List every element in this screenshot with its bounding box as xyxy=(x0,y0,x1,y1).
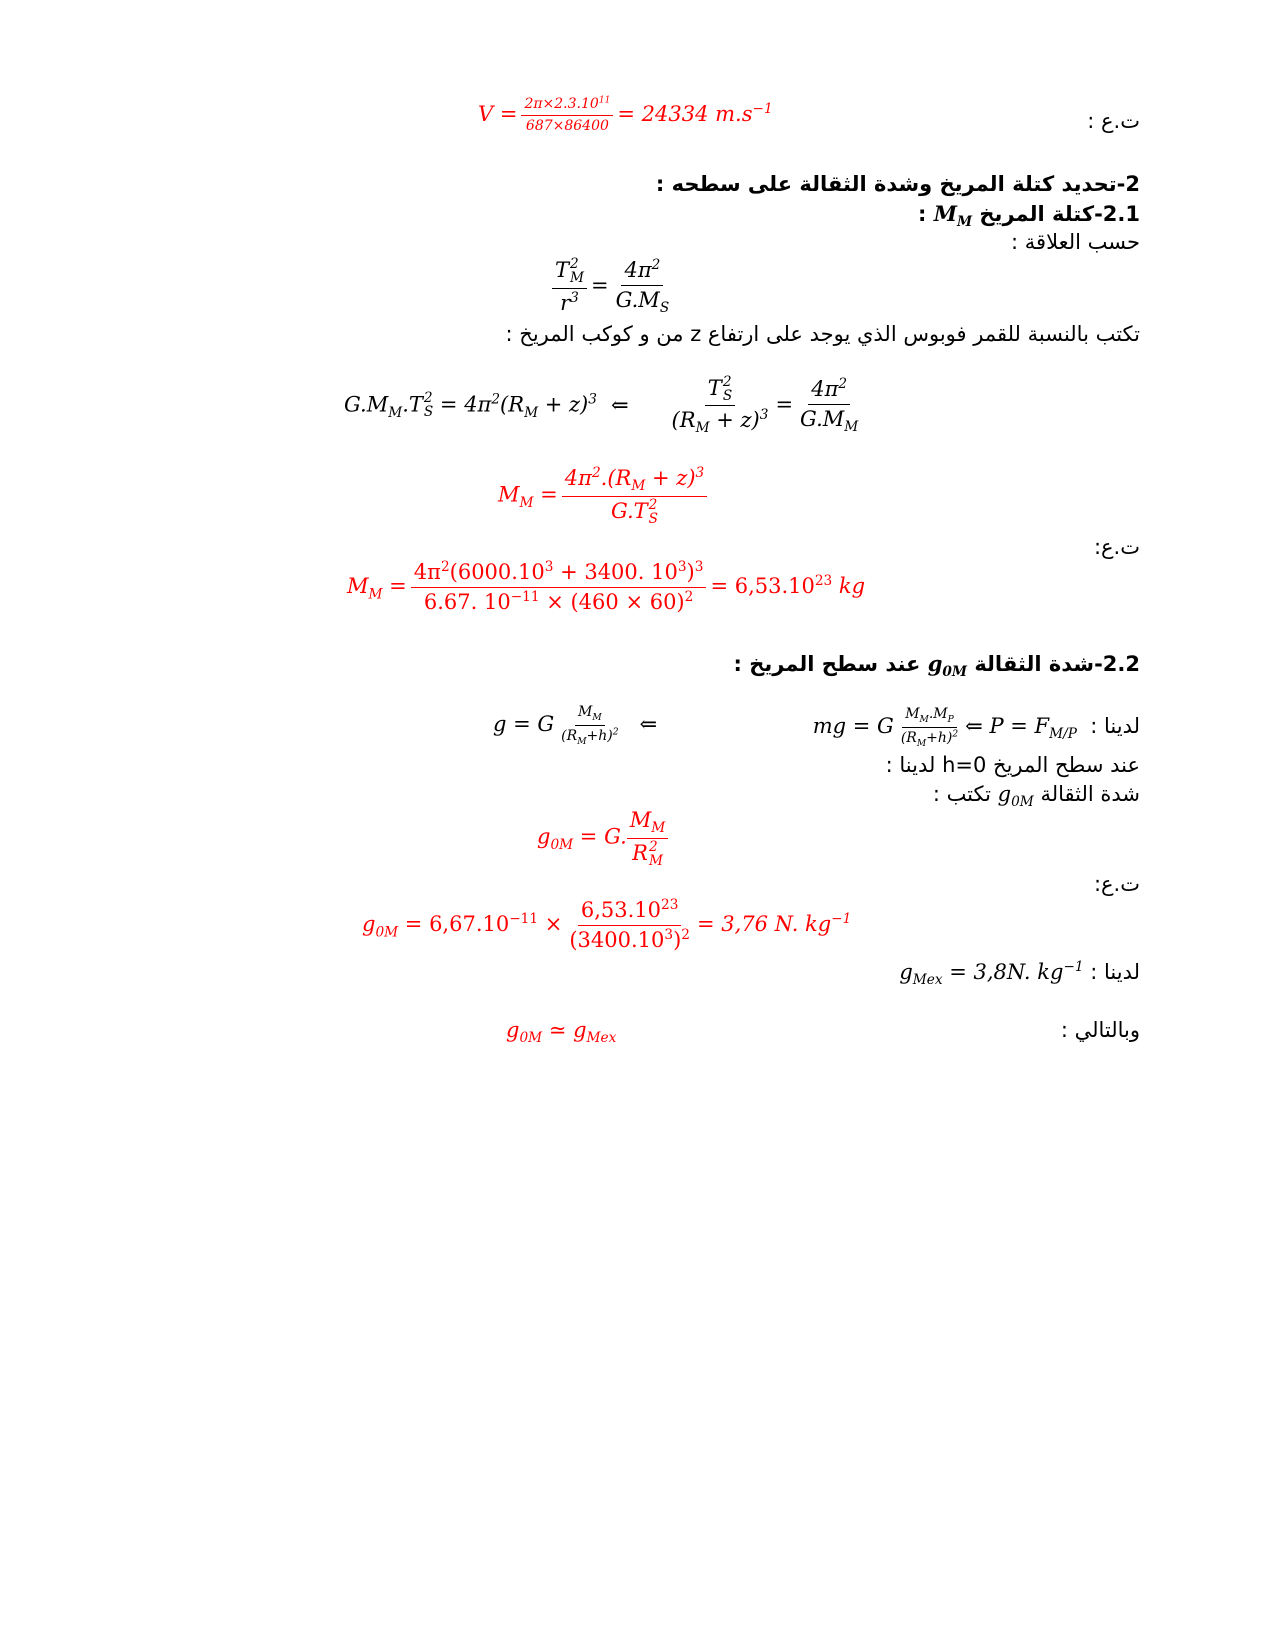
math-token: M xyxy=(629,808,652,832)
math-group xyxy=(627,808,668,839)
section-2-heading: 2-تحديد كتلة المريخ وشدة الثقالة على سطحه : xyxy=(655,172,1140,196)
math-group xyxy=(566,926,693,953)
math-group xyxy=(723,376,732,403)
math-token: g xyxy=(506,1018,520,1042)
math-token: .M xyxy=(928,706,948,722)
exponent: 11 xyxy=(598,95,611,106)
eq-lhs: V = xyxy=(478,101,518,126)
math-token: + z) xyxy=(544,392,589,417)
fraction xyxy=(797,377,861,435)
exponent: −11 xyxy=(509,911,539,928)
math-token: (R xyxy=(671,408,696,433)
heading-var xyxy=(933,201,973,231)
math-token: .T xyxy=(402,392,423,417)
math-token: mg = G xyxy=(812,713,894,738)
math-token: ) xyxy=(686,560,695,584)
math-group xyxy=(566,898,693,953)
math-token: M xyxy=(570,269,584,286)
colon: : xyxy=(918,202,927,226)
math-token: G.M xyxy=(344,392,389,417)
math-token: لدينا : xyxy=(1090,713,1140,738)
math-group xyxy=(575,704,605,726)
conclusion-equation xyxy=(506,1018,616,1046)
math-token: r xyxy=(560,290,571,315)
math-token: T xyxy=(555,258,570,283)
math-token: = xyxy=(775,392,794,417)
math-group xyxy=(558,704,621,747)
math-token: M xyxy=(631,478,646,495)
math-token: 23 xyxy=(661,897,679,913)
math-token: M xyxy=(648,852,663,869)
math-group xyxy=(608,497,661,526)
math-token: 4π xyxy=(811,377,839,402)
section-2-1-heading xyxy=(918,201,1140,230)
math-token: 2 xyxy=(722,374,732,390)
math-token: 3 xyxy=(694,559,704,575)
math-group xyxy=(705,376,735,406)
calc-label: ت.ع: xyxy=(1093,535,1140,559)
math-token: M xyxy=(524,404,539,421)
math-group xyxy=(578,898,682,926)
math-token: M xyxy=(651,820,666,837)
math-token: g xyxy=(537,824,551,849)
math-token: G.M xyxy=(800,407,845,432)
math-token: + 3400. 10 xyxy=(560,560,678,584)
math-token: −1 xyxy=(831,911,852,928)
phobos-text: تكتب بالنسبة للقمر فوبوس الذي يوجد على ارتفاع z من و كوكب المريخ : xyxy=(505,322,1140,346)
math-token: 2 xyxy=(591,465,601,481)
math-group xyxy=(558,726,621,747)
math-token: 6.67. 10 xyxy=(423,590,511,615)
denominator: 687×86400 xyxy=(525,117,609,134)
math-token: 2 xyxy=(570,256,579,273)
math-token: 0M xyxy=(1011,794,1034,811)
implies-arrow: ⇐ xyxy=(639,711,658,736)
weight-line xyxy=(813,706,1140,749)
math-token: g = G xyxy=(493,711,555,736)
g0m-calculation xyxy=(362,898,851,953)
math-token: 3 xyxy=(588,391,597,408)
math-group xyxy=(812,706,1077,749)
heading-text: 2.1-كتلة المريخ xyxy=(979,202,1140,226)
math-token: g xyxy=(899,960,913,984)
math-token: +h) xyxy=(586,727,613,744)
math-token: .(R xyxy=(600,466,632,490)
math-token: 3 xyxy=(759,407,769,424)
math-token: G.T xyxy=(610,499,648,523)
math-token: 2 xyxy=(440,559,450,575)
math-token: 2.2-شدة الثقالة xyxy=(974,652,1140,676)
phobos-equation xyxy=(344,376,865,436)
relation-label: حسب العلاقة : xyxy=(1011,230,1140,254)
math-token: S xyxy=(648,510,659,527)
math-group xyxy=(898,706,961,749)
math-token: 0M xyxy=(375,924,399,941)
math-group xyxy=(613,286,673,316)
math-token: 2 xyxy=(648,838,658,855)
math-token: = 6,67.10 xyxy=(404,912,510,937)
math-token: 2 xyxy=(684,589,694,606)
math-group xyxy=(997,782,1034,811)
g0m-formula xyxy=(537,808,672,868)
math-token: R xyxy=(632,841,648,865)
math-token: g xyxy=(573,1018,587,1042)
math-group xyxy=(669,406,772,436)
math-token: M xyxy=(916,738,927,749)
math-token: kg xyxy=(838,574,866,599)
math-token: عند سطح المريخ : xyxy=(733,652,921,676)
math-token: 4π xyxy=(624,258,652,282)
eq-rhs: = 24334 m.s xyxy=(617,101,753,126)
math-token: 0M xyxy=(942,664,967,681)
math-token: 6,53.10 xyxy=(580,898,662,922)
g0m-text xyxy=(933,782,1140,810)
subscript: Mex xyxy=(586,1030,617,1047)
math-token: M xyxy=(905,706,920,722)
math-token: −1 xyxy=(1063,959,1084,975)
velocity-equation xyxy=(478,96,773,135)
gmex-line xyxy=(899,960,1140,988)
math-group xyxy=(562,466,707,497)
math-token: 2 xyxy=(491,391,501,408)
math-token: لدينا : xyxy=(1090,960,1140,984)
fraction xyxy=(562,466,707,526)
math-token: M xyxy=(577,736,587,747)
math-token: M xyxy=(498,482,520,507)
math-token: M xyxy=(592,712,602,723)
math-token: = xyxy=(540,482,558,507)
math-token: ) xyxy=(673,928,682,953)
mars-mass-formula xyxy=(498,466,711,526)
math-token: M xyxy=(933,201,957,226)
math-token: (R xyxy=(500,392,525,417)
math-group xyxy=(629,839,666,868)
implies-arrow: ⇐ xyxy=(610,392,629,417)
math-token: +h) xyxy=(926,729,953,746)
math-token: 23 xyxy=(814,573,833,590)
math-token: g xyxy=(997,782,1012,806)
math-token: g xyxy=(362,912,376,937)
math-token: −11 xyxy=(510,589,540,606)
conclusion-label: وبالتالي : xyxy=(1060,1018,1140,1042)
math-token: (R xyxy=(561,727,578,744)
math-group xyxy=(648,496,659,527)
calc-label: ت.ع : xyxy=(1087,109,1140,133)
math-token: (6000.10 xyxy=(449,560,545,584)
math-token: 4π xyxy=(413,560,441,584)
math-token: = 4π xyxy=(439,392,492,417)
math-group xyxy=(557,289,582,316)
math-token: g xyxy=(927,651,943,676)
math-group xyxy=(521,96,613,116)
math-token: P xyxy=(947,714,954,725)
math-group xyxy=(902,706,957,728)
math-token: ⇐ xyxy=(965,713,983,738)
mars-mass-calculation xyxy=(347,560,865,615)
math-token: = 3,76 N. kg xyxy=(696,912,832,937)
math-token: + z) xyxy=(651,466,696,490)
g-altitude-equation xyxy=(493,704,657,747)
math-token: M xyxy=(519,494,534,511)
section-2-2-heading xyxy=(734,651,1140,680)
math-token: M xyxy=(388,404,403,421)
fraction xyxy=(552,258,587,316)
math-token: Mex xyxy=(912,972,943,989)
math-token: M xyxy=(957,214,973,231)
math-group xyxy=(424,392,433,419)
math-token: ≃ xyxy=(548,1018,567,1042)
math-group xyxy=(797,405,861,435)
math-token: × (460 × 60) xyxy=(546,590,685,615)
math-token: 0M xyxy=(519,1030,543,1047)
math-group xyxy=(808,377,850,405)
math-token: M xyxy=(919,714,929,725)
math-token: S xyxy=(659,300,670,317)
math-token: 2 xyxy=(423,390,433,407)
math-token: 3 xyxy=(544,559,554,575)
math-token: M/P xyxy=(1049,726,1077,743)
math-token: P = F xyxy=(989,713,1050,738)
surface-text: عند سطح المريخ h=0 لدينا : xyxy=(885,753,1140,777)
math-token: S xyxy=(722,387,733,404)
math-group xyxy=(898,728,961,749)
math-token: M xyxy=(368,586,383,603)
math-token: 2 xyxy=(648,496,658,513)
math-token: 2 xyxy=(681,927,690,944)
math-token: = 3,8N. kg xyxy=(949,960,1064,984)
equals: = xyxy=(590,273,609,298)
math-token: S xyxy=(423,404,434,421)
math-group xyxy=(648,838,663,869)
math-token: 0M xyxy=(550,836,574,853)
exponent: −1 xyxy=(752,100,773,117)
math-token: 2 xyxy=(838,376,848,393)
math-token: = xyxy=(389,574,407,599)
math-token: تكتب : xyxy=(932,782,991,806)
math-token: = 6,53.10 xyxy=(710,574,815,599)
math-token: 4π xyxy=(564,466,592,490)
numerator: 2π×2.3.10 xyxy=(524,96,599,112)
math-token: (R xyxy=(900,729,917,746)
math-token: M xyxy=(695,420,710,437)
calc-label: ت.ع: xyxy=(1093,872,1140,896)
math-token: 3 xyxy=(570,289,579,306)
math-token: 3 xyxy=(695,465,705,481)
math-group xyxy=(411,560,707,588)
math-token: M xyxy=(844,419,859,436)
math-group xyxy=(927,651,967,681)
math-token: 2 xyxy=(952,729,959,740)
math-group xyxy=(570,258,584,285)
fraction xyxy=(669,376,772,436)
math-group xyxy=(627,808,668,868)
fraction xyxy=(613,258,673,316)
math-token: + z) xyxy=(716,408,760,433)
fraction xyxy=(521,96,613,135)
math-token: = G. xyxy=(579,824,627,849)
math-token: (3400.10 xyxy=(569,928,665,953)
math-group xyxy=(421,588,696,615)
math-token: G.M xyxy=(615,288,660,313)
math-group xyxy=(621,258,663,286)
math-token: شدة الثقالة xyxy=(1040,782,1140,806)
math-token: M xyxy=(347,574,369,599)
math-token: 2 xyxy=(612,727,619,738)
math-token: M xyxy=(578,704,593,720)
math-token: T xyxy=(707,376,722,401)
math-token: 3 xyxy=(664,927,674,944)
fraction xyxy=(411,560,707,615)
math-token: 3 xyxy=(677,559,687,575)
math-token: × xyxy=(544,912,563,937)
math-token: 2 xyxy=(651,257,661,273)
math-group xyxy=(899,959,1084,989)
kepler-equation xyxy=(548,258,676,316)
math-group xyxy=(552,258,587,288)
